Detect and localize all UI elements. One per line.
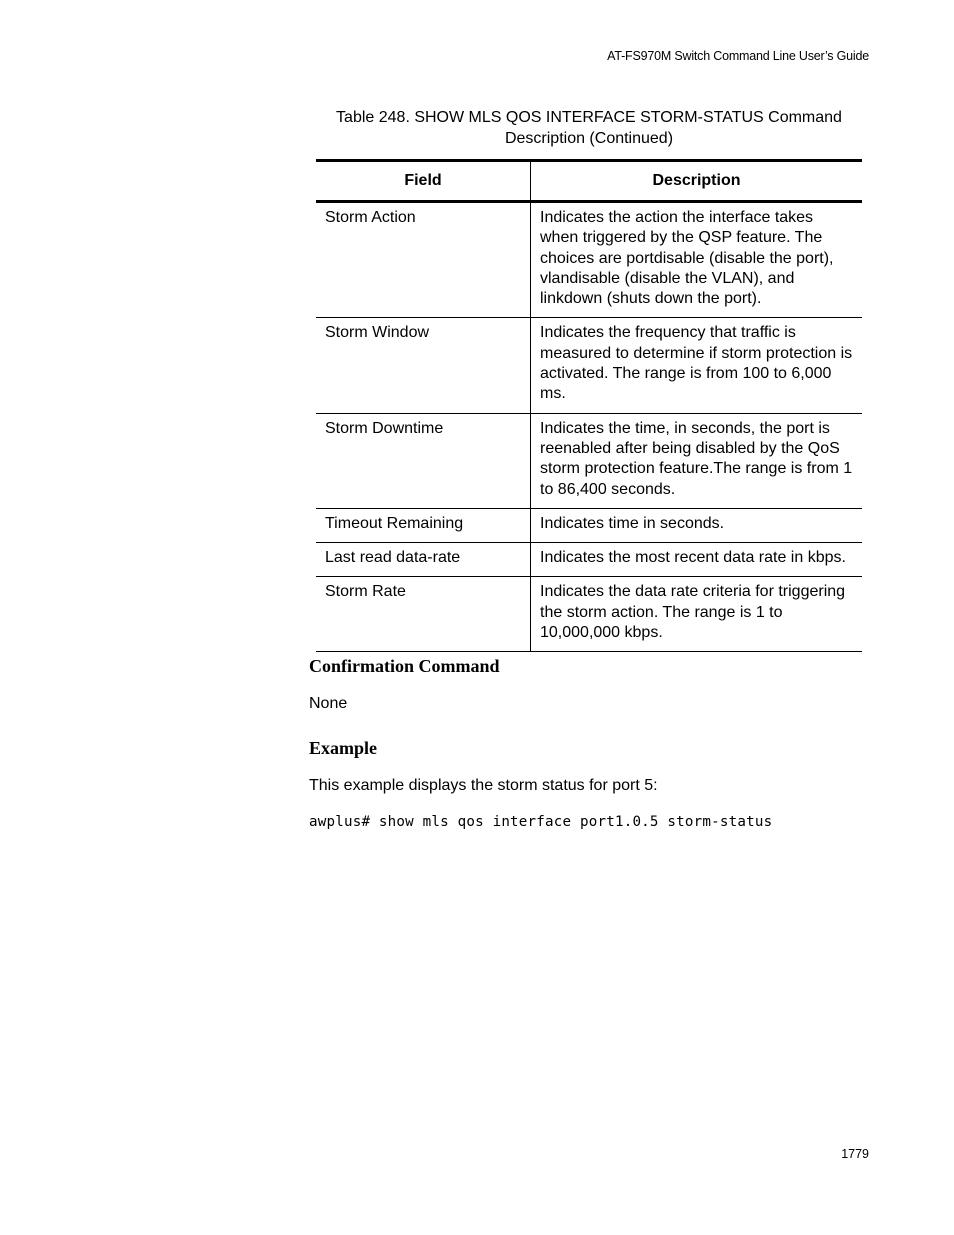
page-number: 1779 [841,1147,869,1161]
column-header-field: Field [316,161,531,202]
table-row [316,413,862,508]
description-cell: Indicates the time, in seconds, the port is reenabled after being disabled by the QoS storm protection feature.The range is from 1 to 86,400 seconds. [531,413,863,508]
example-heading: Example [309,738,378,758]
table-row [316,202,862,318]
description-cell: Indicates the most recent data rate in kbps. [531,543,863,577]
confirmation-command-text: None [309,695,348,712]
column-header-description: Description [531,161,863,202]
field-cell: Storm Action [316,202,531,318]
description-cell: Indicates the action the interface takes when triggered by the QSP feature. The choices are portdisable (disable the port), vlandisable (disable the VLAN), and linkdown (shuts down the port). [531,202,863,318]
description-cell: Indicates time in seconds. [531,508,863,542]
table-header-row [316,161,862,202]
description-cell: Indicates the data rate criteria for triggering the storm action. The range is 1 to 10,000,000 kbps. [531,577,863,652]
command-description-table [316,159,862,652]
table-row [316,508,862,542]
table-row [316,577,862,652]
confirmation-command-heading: Confirmation Command [309,656,500,676]
running-header: AT-FS970M Switch Command Line User’s Guide [607,49,869,63]
field-cell: Storm Rate [316,577,531,652]
example-description: This example displays the storm status for port 5: [309,777,658,794]
field-cell: Storm Window [316,318,531,413]
table-row [316,543,862,577]
example-command: awplus# show mls qos interface port1.0.5 storm-status [309,814,773,830]
table-row [316,318,862,413]
field-cell: Last read data-rate [316,543,531,577]
field-cell: Storm Downtime [316,413,531,508]
table-caption-line-1: Table 248. SHOW MLS QOS INTERFACE STORM-STATUS Command [336,109,842,126]
description-cell: Indicates the frequency that traffic is measured to determine if storm protection is activated. The range is from 100 to 6,000 ms. [531,318,863,413]
table-caption [316,107,862,149]
table-caption-line-2: Description (Continued) [504,130,674,147]
field-cell: Timeout Remaining [316,508,531,542]
